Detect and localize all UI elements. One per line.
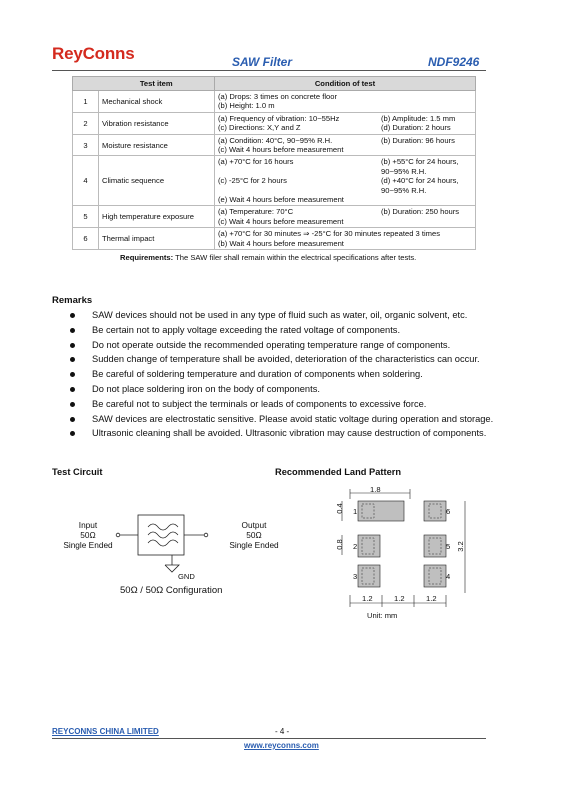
dimension-total-height: 3.2: [455, 541, 465, 552]
footer-company: REYCONNS CHINA LIMITED: [52, 727, 159, 736]
test-number: 2: [73, 112, 99, 134]
document-title: SAW Filter: [232, 55, 293, 69]
input-terminal: [116, 533, 120, 537]
condition-line: [218, 145, 472, 154]
test-item: Climatic sequence: [99, 156, 215, 206]
condition-text: (b) Wait 4 hours before measurement: [218, 238, 344, 248]
input-label-line: Single Ended: [63, 540, 113, 550]
table-header-condition: Condition of test: [215, 77, 476, 91]
table-row: [73, 134, 476, 156]
requirements-note: [120, 253, 416, 262]
dimension-bottom-2: 1.2: [394, 594, 405, 603]
condition-text: (b) +55°C for 24 hours, 90~95% R.H.: [381, 157, 459, 176]
dimension-top-width: 1.8: [370, 485, 381, 494]
output-label-line: Output: [241, 520, 267, 530]
test-condition: [215, 134, 476, 156]
pin-label-4: 4: [446, 572, 451, 581]
condition-line: [218, 136, 472, 145]
condition-line: [218, 239, 472, 248]
condition-line: [218, 195, 472, 204]
requirements-text: The SAW filer shall remain within the electrical specifications after tests.: [173, 253, 417, 262]
input-label-line: 50Ω: [80, 530, 96, 540]
condition-text: (d) +40°C for 24 hours, 90~95% R.H.: [381, 176, 459, 195]
condition-text: (a) +70°C for 30 minutes ⇒ -25°C for 30 minutes repeated 3 times: [218, 229, 440, 239]
condition-text: (a) Frequency of vibration: 10~55Hz: [218, 113, 340, 123]
pin-label-1: 1: [353, 507, 358, 516]
remark-item: Do not operate outside the recommended operating temperature range of components.: [70, 338, 493, 353]
condition-text: (b) Amplitude: 1.5 mm: [381, 113, 456, 123]
page-number: - 4 -: [275, 727, 290, 736]
unit-label: Unit: mm: [367, 611, 398, 620]
condition-text: (a) Drops: 3 times on concrete floor: [218, 92, 338, 101]
remark-item: Be certain not to apply voltage exceeding the rated voltage of components.: [70, 323, 493, 338]
condition-text: (c) Wait 4 hours before measurement: [218, 216, 344, 226]
condition-text: (d) Duration: 2 hours: [381, 123, 451, 133]
test-circuit-diagram: [110, 505, 220, 580]
condition-line: [218, 207, 472, 216]
condition-line: [218, 101, 472, 110]
dimension-mid-pad-height: 0.8: [334, 539, 344, 550]
table-row: [73, 91, 476, 113]
remark-item: Be careful not to subject the terminals or leads of components to excessive force.: [70, 397, 493, 412]
test-item: Mechanical shock: [99, 91, 215, 113]
filter-block: [138, 515, 184, 555]
condition-line: [218, 176, 472, 195]
condition-line: [218, 229, 472, 238]
test-condition: [215, 156, 476, 206]
condition-text: (a) Temperature: 70°C: [218, 207, 294, 217]
configuration-label: 50Ω / 50Ω Configuration: [120, 585, 223, 596]
condition-text: (b) Height: 1.0 m: [218, 101, 275, 111]
table-body: [73, 91, 476, 250]
condition-text: (a) +70°C for 16 hours: [218, 157, 294, 167]
table-header-number: [73, 77, 99, 91]
condition-text: (c) Wait 4 hours before measurement: [218, 145, 344, 155]
condition-line: [218, 114, 472, 123]
input-label-line: Input: [78, 520, 98, 530]
reliability-test-table: [72, 76, 476, 250]
footer-divider: [52, 738, 486, 739]
condition-text: (e) Wait 4 hours before measurement: [218, 195, 344, 205]
table-header-test-item: Test item: [99, 77, 215, 91]
dimension-bottom-3: 1.2: [426, 594, 437, 603]
condition-text: (a) Condition: 40°C, 90~95% R.H.: [218, 135, 333, 145]
remark-item: SAW devices are electrostatic sensitive. Please avoid static voltage during operation and storage.: [70, 412, 493, 427]
condition-text: (c) Directions: X,Y and Z: [218, 123, 301, 133]
remark-item: Sudden change of temperature shall be avoided, deterioration of the characteristics can occur.: [70, 352, 493, 367]
company-logo: ReyConns: [52, 44, 135, 63]
ground-icon: [165, 565, 179, 572]
land-pad-2: [358, 535, 380, 557]
dimension-pad-height: 0.4: [334, 503, 344, 514]
land-pads: [358, 501, 446, 587]
test-number: 1: [73, 91, 99, 113]
test-item: Thermal impact: [99, 228, 215, 250]
gnd-label: GND: [178, 572, 195, 581]
pin-label-6: 6: [446, 507, 451, 516]
test-condition: [215, 112, 476, 134]
remark-item: Be careful of soldering temperature and duration of components when soldering.: [70, 367, 493, 382]
land-pad-5: [424, 535, 446, 557]
requirements-label: Requirements:: [120, 253, 174, 262]
test-item: Vibration resistance: [99, 112, 215, 134]
test-number: 4: [73, 156, 99, 206]
output-label: [224, 520, 284, 550]
test-condition: [215, 206, 476, 228]
condition-text: (c) -25°C for 2 hours: [218, 176, 287, 186]
test-number: 5: [73, 206, 99, 228]
output-label-line: 50Ω: [246, 530, 262, 540]
remarks-heading: Remarks: [52, 295, 93, 306]
pin-label-3: 3: [353, 572, 358, 581]
condition-text: (b) Duration: 250 hours: [381, 207, 460, 217]
table-row: [73, 228, 476, 250]
table-row: [73, 156, 476, 206]
dimension-bottom-1: 1.2: [362, 594, 373, 603]
condition-text: (b) Duration: 96 hours: [381, 135, 455, 145]
test-number: 3: [73, 134, 99, 156]
remarks-list: [70, 308, 493, 441]
test-item: High temperature exposure: [99, 206, 215, 228]
land-pad-3: [358, 565, 380, 587]
condition-line: [218, 217, 472, 226]
condition-line: [218, 157, 472, 176]
test-condition: [215, 228, 476, 250]
model-number: NDF9246: [428, 55, 480, 69]
table-header-row: [73, 77, 476, 91]
pin-label-2: 2: [353, 542, 358, 551]
test-number: 6: [73, 228, 99, 250]
pin-label-5: 5: [446, 542, 451, 551]
footer-website-link[interactable]: www.reyconns.com: [244, 741, 319, 750]
land-pad-4: [424, 565, 446, 587]
remark-item: Ultrasonic cleaning shall be avoided. Ultrasonic vibration may cause destruction of components.: [70, 426, 493, 441]
header-divider: [52, 70, 486, 71]
test-circuit-heading: Test Circuit: [52, 467, 103, 477]
condition-line: [218, 123, 472, 132]
remark-item: SAW devices should not be used in any type of fluid such as water, oil, organic solvent, etc.: [70, 308, 493, 323]
table-row: [73, 206, 476, 228]
input-label: [58, 520, 118, 550]
output-label-line: Single Ended: [229, 540, 279, 550]
land-pattern-heading: Recommended Land Pattern: [275, 467, 402, 477]
test-condition: [215, 91, 476, 113]
output-terminal: [204, 533, 208, 537]
remark-item: Do not place soldering iron on the body of components.: [70, 382, 493, 397]
table-row: [73, 112, 476, 134]
condition-line: [218, 92, 472, 101]
test-item: Moisture resistance: [99, 134, 215, 156]
